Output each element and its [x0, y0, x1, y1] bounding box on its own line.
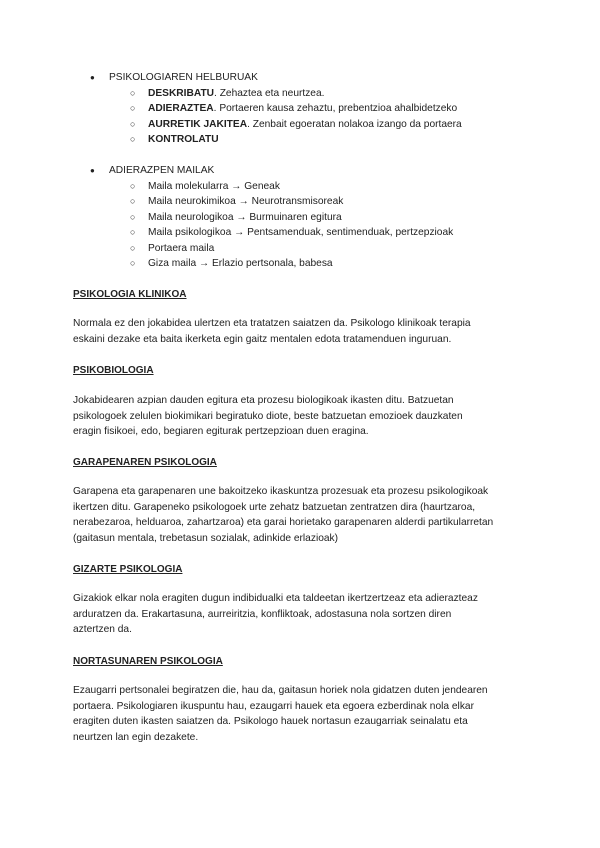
section-paragraph: Gizakiok elkar nola eragiten dugun indibidualki eta taldeetan ikertzertzeaz eta adierazteaz arduratzen da. Erakartasuna, aurreiritzia, konfliktoak, adostasuna nola sortzen diren aztertzen da. — [73, 593, 478, 635]
list-item: ○ DESKRIBATU. Zehaztea eta neurtzea. — [130, 86, 550, 102]
list-item: ○ AURRETIK JAKITEA. Zenbait egoeratan nolakoa izango da portaera — [130, 117, 550, 133]
list-item: ○ Maila neurokimikoa → Neurotransmisoreak — [130, 194, 550, 210]
list-item: ○ Maila neurologikoa → Burmuinaren egitura — [130, 210, 550, 226]
goals-list-title: ● PSIKOLOGIAREN HELBURUAK ○ DESKRIBATU. Zehaztea eta neurtzea. ○ ADIERAZTEA. Portaeren kausa zehaztu, prebentzioa ahalbidetzeko ○ AURRETIK JAKITEA. Zenbait egoeratan nolakoa izango da portaera ○ KONTROLATU — [90, 70, 550, 148]
section-heading: PSIKOLOGIA KLINIKOA — [73, 289, 187, 300]
levels-list — [90, 163, 550, 272]
levels-sublist — [109, 179, 550, 272]
section-paragraph: Jokabidearen azpian dauden egitura eta prozesu biologikoak ikasten ditu. Batzuetan psikologoek zelulen biokimikari begiratuko diote, beste batzuetan emozioek dauzkaten eragin fisikoei, edo, begiaren egiturak pertzepzioan duen eragina. — [73, 395, 463, 437]
section-heading: GIZARTE PSIKOLOGIA — [73, 564, 183, 575]
list-item: ○ Portaera maila — [130, 241, 550, 257]
list-item: ○ Maila psikologikoa → Pentsamenduak, sentimenduak, pertzepzioak — [130, 225, 550, 241]
section-heading: NORTASUNAREN PSIKOLOGIA — [73, 656, 223, 667]
list-item: ○ Giza maila → Erlazio pertsonala, babesa — [130, 256, 550, 272]
section-heading: GARAPENAREN PSIKOLOGIA — [73, 457, 217, 468]
list-item: ○ ADIERAZTEA. Portaeren kausa zehaztu, prebentzioa ahalbidetzeko — [130, 101, 550, 117]
section-paragraph: Normala ez den jokabidea ulertzen eta tratatzen saiatzen da. Psikologo klinikoak terapia eskaini dezake eta baita ikerketa egin gaitz mentalen edota tratamenduen inguruan. — [73, 318, 471, 345]
section-paragraph: Ezaugarri pertsonalei begiratzen die, hau da, gaitasun horiek nola gidatzen duten jendearen portaera. Psikologiaren ikuspuntu hau, ezaugarri hauek eta egoera ezberdinak nola elkar eragiten duten ikasten saiatzen da. Psikologo hauek nortasun ezaugarriak seinalatu eta neurtzen lan egin dezakete. — [73, 685, 488, 743]
goals-sublist — [109, 86, 550, 148]
section-heading: PSIKOBIOLOGIA — [73, 365, 154, 376]
section-paragraph: Garapena eta garapenaren une bakoitzeko ikaskuntza prozesuak eta prozesu psikologikoak ikertzen ditu. Garapeneko psikologoek urte zehatz batzuetan zentratzen dira (haurtzaroa, nerabezaroa, helduaroa, zahartzaroa) eta garai horietako garapenaren alderdi partikularretan (gaitasun mentala, trebetasun sozialak, adinkide erlazioak) — [73, 486, 494, 544]
list-item: ○ KONTROLATU — [130, 132, 550, 148]
levels-list-title: ● ADIERAZPEN MAILAK ○ Maila molekularra → Geneak ○ Maila neurokimikoa → Neurotransmisoreak ○ Maila neurologikoa → Burmuinaren egitura ○ Maila psikologikoa → Pentsamenduak, sentimenduak, pertzepzioak ○ Portaera maila ○ Giza maila → Erlazio pertsonala, babesa — [90, 163, 550, 272]
goals-list — [90, 70, 550, 148]
list-item: ○ Maila molekularra → Geneak — [130, 179, 550, 195]
